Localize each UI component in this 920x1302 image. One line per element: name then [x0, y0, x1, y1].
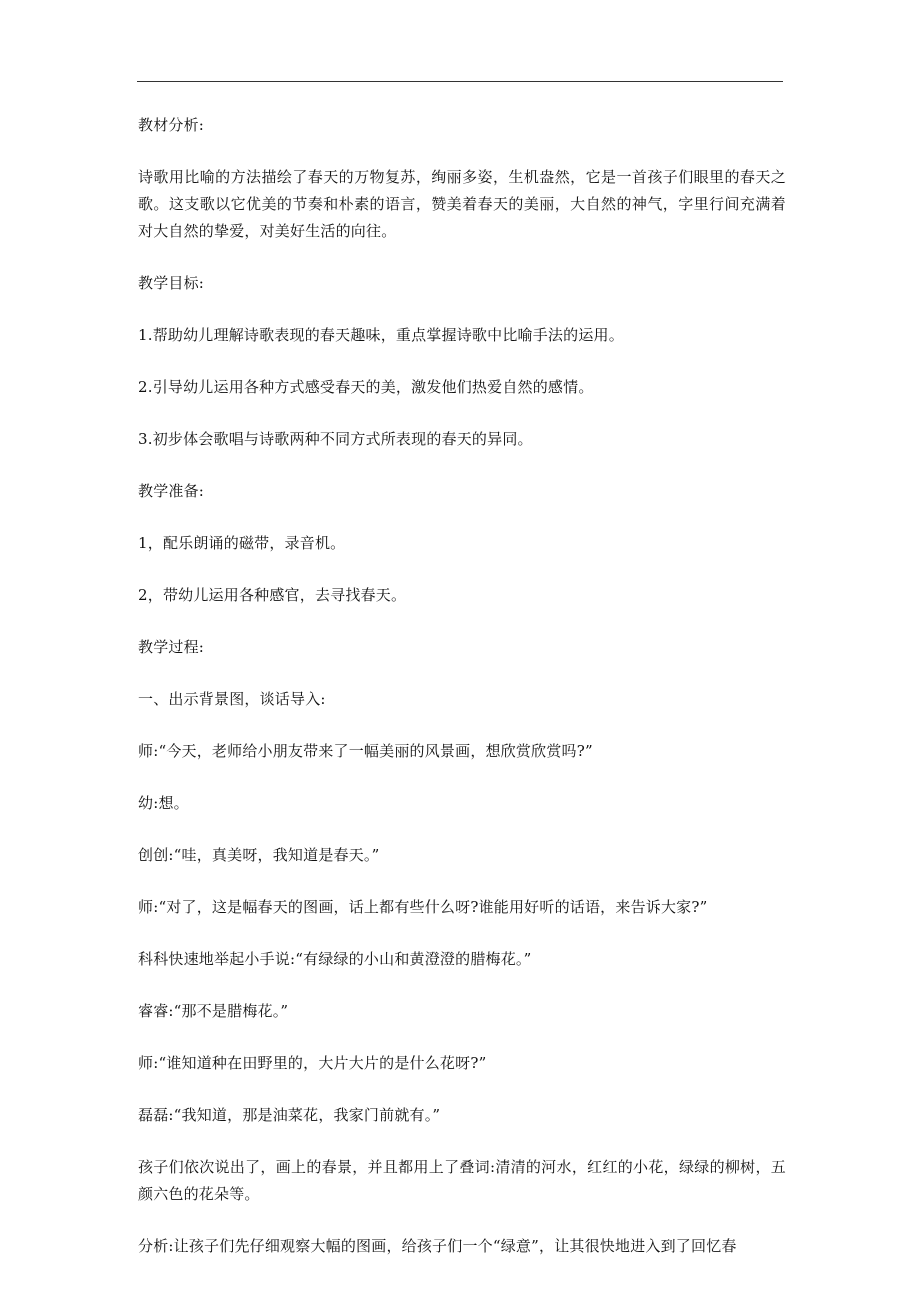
- dialogue-line: 师:“今天，老师给小朋友带来了一幅美丽的风景画，想欣赏欣赏吗?”: [138, 742, 593, 760]
- dialogue-line: 睿睿:“那不是腊梅花。”: [138, 1002, 289, 1020]
- heading-material-analysis: 教材分析:: [138, 116, 205, 134]
- dialogue-line: 创创:“哇，真美呀，我知道是春天。”: [138, 846, 380, 864]
- dialogue-line: 科科快速地举起小手说:“有绿绿的小山和黄澄澄的腊梅花。”: [138, 950, 532, 968]
- paragraph-children-describe: 孩子们依次说出了，画上的春景，并且都用上了叠词:清清的河水，红红的小花，绿绿的柳树，五颜六色的花朵等。: [138, 1158, 786, 1203]
- goal-item-3: 3.初步体会歌唱与诗歌两种不同方式所表现的春天的异同。: [138, 430, 533, 448]
- process-step-1: 一、出示背景图，谈话导入:: [138, 690, 326, 708]
- goal-item-2: 2.引导幼儿运用各种方式感受春天的美，激发他们热爱自然的感情。: [138, 378, 594, 396]
- heading-teaching-goals: 教学目标:: [138, 274, 205, 292]
- prep-item-2: 2，带幼儿运用各种感官，去寻找春天。: [138, 586, 407, 604]
- document-body: [138, 112, 786, 1285]
- header-rule: [137, 81, 783, 82]
- paragraph-analysis-text: 诗歌用比喻的方法描绘了春天的万物复苏，绚丽多姿，生机盎然，它是一首孩子们眼里的春天之歌。这支歌以它优美的节奏和朴素的语言，赞美着春天的美丽，大自然的神气，字里行间充满着对大自然的挚爱，对美好生活的向往。: [138, 168, 786, 240]
- dialogue-line: 师:“对了，这是幅春天的图画，话上都有些什么呀?谁能用好听的话语，来告诉大家?”: [138, 898, 708, 916]
- paragraph-analysis-note: 分析:让孩子们先仔细观察大幅的图画，给孩子们一个“绿意”，让其很快地进入到了回忆春: [138, 1237, 737, 1255]
- dialogue-line: 幼:想。: [138, 794, 189, 812]
- goal-item-1: 1.帮助幼儿理解诗歌表现的春天趣味，重点掌握诗歌中比喻手法的运用。: [138, 326, 624, 344]
- heading-teaching-prep: 教学准备:: [138, 482, 205, 500]
- dialogue-line: 师:“谁知道种在田野里的，大片大片的是什么花呀?”: [138, 1054, 487, 1072]
- heading-teaching-process: 教学过程:: [138, 638, 205, 656]
- prep-item-1: 1，配乐朗诵的磁带，录音机。: [138, 534, 346, 552]
- dialogue-line: 磊磊:“我知道，那是油菜花，我家门前就有。”: [138, 1106, 441, 1124]
